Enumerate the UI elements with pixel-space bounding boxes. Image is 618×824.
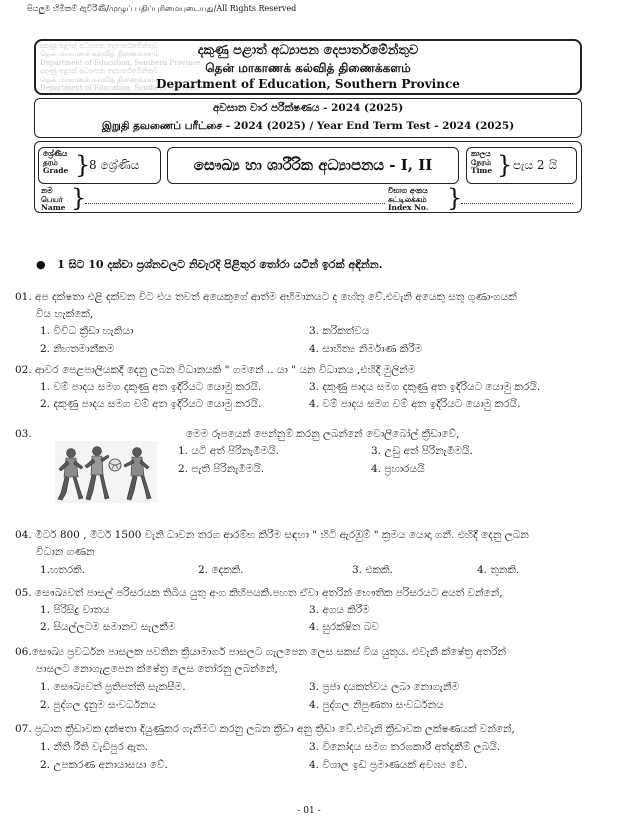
question-5-text: 05. සෞඛ්‍යවත් පාසල් පරිසරයක තිබිය යුතු අංග කිහිපයකි.පහත ඒවා අතරින් භෞතික පරිසරයට අයත් වන්නේ, — [15, 587, 503, 599]
question-3-option-3[interactable]: 3. උඩු අත් පිරිනැමීමයි. — [371, 445, 473, 457]
question-1-option-1[interactable]: 1. විවිධ ක්‍රීඩා හැකියා — [40, 325, 134, 337]
instruction: ● 1 සිට 10 දක්වා ප්‍රශ්නවලට නිවැරදි පිළිතුර තෝරා යටින් ඉරක් අඳින්න. — [36, 258, 383, 271]
time-value: පැය 2 යි — [513, 158, 557, 172]
question-2-option-2[interactable]: 2. දකුණු පාදය සමග වම් අත ඉදිරියට යොමු කරයි. — [40, 398, 262, 410]
question-1-option-3[interactable]: 3. කරිකත්වය — [309, 325, 370, 337]
question-7-option-3[interactable]: 3. විනෝදය සමග තරගකාරී අත්දැකීම් ලබයි. — [309, 741, 501, 753]
question-6-option-4[interactable]: 4. පුද්ගල නිපුණතා සංවර්ධනය — [309, 699, 444, 711]
page-number: - 01 - — [297, 806, 321, 816]
exam-title-tamil-english: இறுதி தவணைப் பரீட்சை - 2024 (2025) / Year End Term Test - 2024 (2025) — [101, 120, 515, 132]
question-3-text: මෙම රූපයෙන් පෙන්නුම් කරනු ලබන්නේ වොලිබෝල් ක්‍රීඩාවේ, — [186, 428, 460, 440]
question-5-option-2[interactable]: 2. සියල්ලටම සමානව සැලකීම — [40, 621, 176, 633]
question-4-text: 04. මීටර් 800 , මීටර් 1500 වැනි ධාවන තරග ආරම්භ කිරීම සඳහා " හිටි ඇරඹුම් " ක්‍රමය යොදා ගනී. එහිදී දෙනු ලබන — [15, 529, 529, 541]
index-field[interactable] — [461, 203, 573, 204]
name-field[interactable] — [85, 203, 385, 204]
grade-value: 8 ශ්‍රේණිය — [89, 158, 140, 172]
question-5-option-3[interactable]: 3. අගය කිරීම — [309, 604, 370, 616]
question-2-text: 02. ආවර පෙළපාලියකදී දෙනු ලබන විධානයකි " ගමනේ .. යා " යන විධානය ,එහිදී මුලින්ම — [15, 364, 416, 376]
volleyball-players-illustration — [55, 441, 157, 503]
question-7-text: 07. ප්‍රධාන ක්‍රීඩාවක දක්ෂතා දියුණුකර ගැනීමට කරනු ලබන ක්‍රීඩා අනු ක්‍රීඩා වේ.එවැනි ක්‍රීඩාවක ලක්ෂණයක් වන්නේ, — [15, 723, 515, 735]
question-4-option-2[interactable]: 2. දෙකකි. — [198, 564, 244, 576]
subject-box — [167, 147, 459, 184]
question-6-text: 06.සෞඛ්‍ය ප්‍රවර්ධන පාසලක පවතින ක්‍රියාමාර්ග පාසලට ගැලපෙන ලෙස සකස් විය යුතුය. එවැනි ක්ෂේත්‍ර අතරින් — [15, 646, 506, 658]
subject-title: සෞඛ්‍ය හා ශාරීරික අධ්‍යාපනය - I, II — [193, 156, 433, 174]
time-box: කාලය நேரம் Time } පැය 2 යි — [466, 147, 577, 184]
grade-box: ශ්‍රේණිය தரம் Grade } 8 ශ්‍රේණිය — [38, 147, 161, 184]
question-7-option-2[interactable]: 2. උපකරණ අනායාසයා වේ. — [40, 759, 168, 771]
index-label: විභාග අංකය சுட்டிலக்கம் Index No. — [388, 186, 429, 212]
question-6-option-1[interactable]: 1. සෞඛ්‍යවත් ප්‍රතිපත්ති සැකසීම. — [40, 681, 186, 693]
question-4-option-3[interactable]: 3. එකකි. — [352, 564, 393, 576]
exam-title-box — [34, 98, 582, 138]
name-label: නම பெயர் Name — [41, 186, 66, 212]
bullet-icon: ● — [36, 258, 58, 271]
question-4-option-1[interactable]: 1.හතරකි. — [40, 564, 86, 576]
question-2-option-3[interactable]: 3. දකුණු පාදය සමග දකුණු අත ඉදිරියට යොමු කරයි. — [309, 381, 541, 393]
question-4-option-4[interactable]: 4. තුනකි. — [477, 564, 520, 576]
question-6-option-3[interactable]: 3. ප්‍රජා දායකත්වය ලබා නොගැනීම — [309, 681, 460, 693]
department-header — [34, 39, 582, 95]
watermark-pattern: දකුණු පළාත් අධ්‍යාපන දෙපාර්තමේන්තුව தென் மாகாணக் கல்வித் திணைக்களம் Department of Education, Southern Province දකුණු පළාත් අධ්‍යාපන දෙපාර්තමේන්තුව தென் மாகாணக் கல்வித் திணைக்களம் Department of Education, Southern Province — [40, 42, 201, 93]
exam-title-sinhala: අවසාන වාර පරීක්ෂණය - 2024 (2025) — [212, 102, 404, 114]
question-1-option-2[interactable]: 2. නිහතමානීකම — [40, 343, 115, 355]
student-info-box: ශ්‍රේණිය தரம் Grade } 8 ශ්‍රේණිය සෞඛ්‍ය හා ශාරීරික අධ්‍යාපනය - I, II කාලය நேரம் Time } පැය 2 යි නම பெயர் Name } විභාග අංකය சுட்டிலக்கம் Index No. } — [34, 141, 582, 213]
question-3-option-1[interactable]: 1. යටි අත් පිරිනැමීමයි. — [178, 445, 280, 457]
question-7-option-1[interactable]: 1. නීති රීති වැඩිපුර ඇත. — [40, 741, 148, 753]
question-3-option-4[interactable]: 4. ප්‍රහාරයයි — [371, 463, 425, 475]
question-6-option-2[interactable]: 2. පුද්ගල දැනුම සංවර්ධනය — [40, 699, 157, 711]
question-4-text-cont: විධාන ගණන — [36, 546, 95, 558]
department-english: Department of Education, Southern Province — [156, 77, 460, 91]
time-label: කාලය நேரம் Time — [471, 149, 493, 175]
question-2-option-1[interactable]: 1. වම් පාදය සමග දකුණු අත ඉදිරියට යොමු කරයි. — [40, 381, 262, 393]
question-3-option-2[interactable]: 2. පැති පිරිනැමීමයි. — [178, 463, 265, 475]
question-5-option-4[interactable]: 4. සුරක්ෂිත බව — [309, 621, 379, 633]
grade-label: ශ්‍රේණිය தரம் Grade — [43, 149, 69, 175]
department-sinhala: දකුණු පළාත් අධ්‍යාපන දෙපාර්තමේන්තුව — [197, 43, 419, 58]
department-tamil: தென் மாகாணக் கல்வித் திணைக்களம் — [205, 61, 411, 75]
question-1-text: 01. අප දක්ෂතා එළි දක්වන විට එය තවත් අයෙකුගේ ආත්ම අභිමානයට ද හේතු වේ.එවැනි අයෙකු සතු ගුණාංගයක් — [15, 291, 517, 303]
question-5-option-1[interactable]: 1. පිරිසිදු වාතය — [40, 604, 110, 616]
question-7-option-4[interactable]: 4. විශාල ඉඩ ප්‍රමාණයක් අවශ්‍ය වේ. — [309, 759, 468, 771]
rights-reserved: සියලුම හිමිකම් ඇවිරිණි/முழுப் பதிப்புரிமையுடையது/All Rights Reserved — [27, 4, 297, 13]
question-6-text-cont: පාසලට නොගැළපෙන ක්ෂේත්‍ර ලෙස තෝරනු ලබන්නේ, — [36, 663, 278, 675]
question-3-number: 03. — [15, 428, 32, 440]
question-2-option-4[interactable]: 4. වම් පාදය සමග වම් අත ඉදිරියට යොමු කරයි. — [309, 398, 521, 410]
question-1-option-4[interactable]: 4. සාහිත්‍ය නිර්මාණ කිරීම — [309, 343, 423, 355]
question-1-text-cont: විය හැක්කේ, — [36, 308, 94, 320]
